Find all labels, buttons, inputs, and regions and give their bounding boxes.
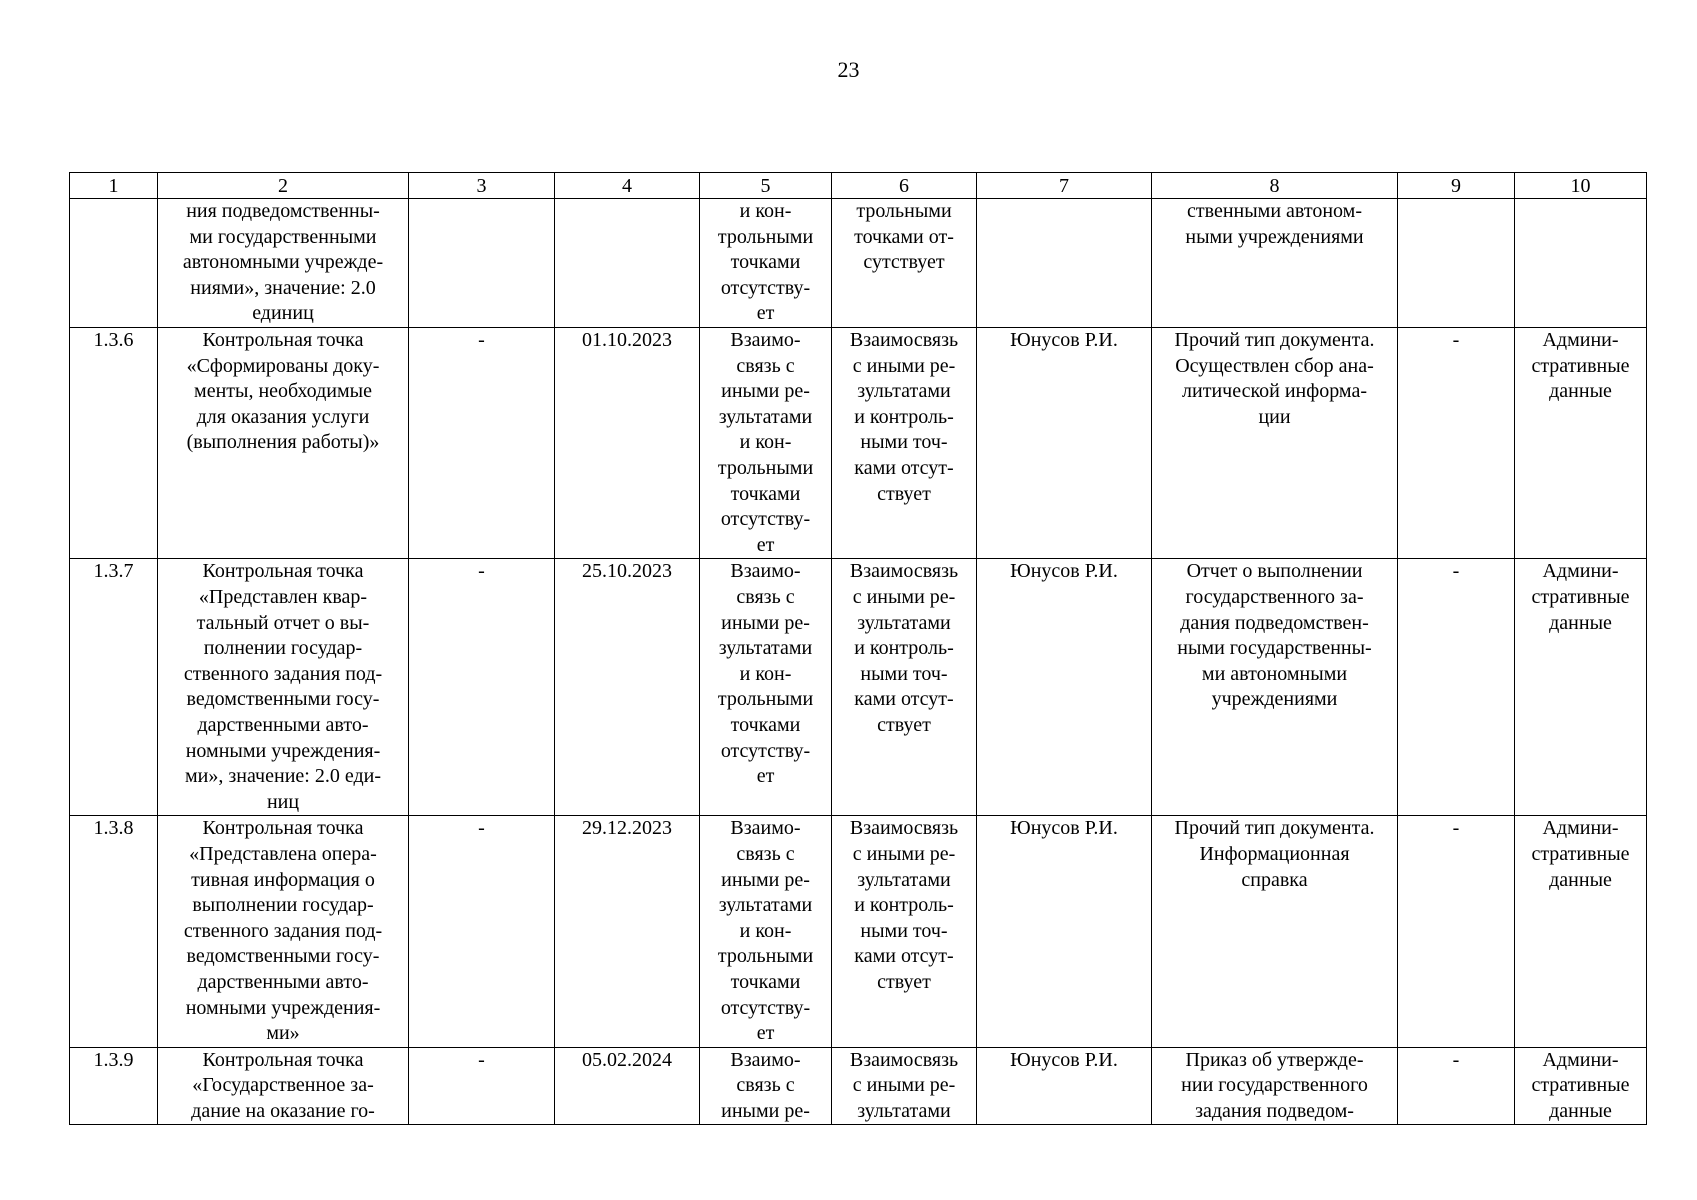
header-cell: 1 [70,173,158,199]
table-row [70,328,1647,559]
end-date: 29.12.2023 [555,816,700,1047]
responsible [977,199,1152,328]
document-type: ственными автоном- ными учреждениями [1152,199,1398,328]
header-cell: 2 [158,173,409,199]
successors: трольными точками от- сутствует [832,199,977,328]
responsible: Юнусов Р.И. [977,816,1152,1047]
header-cell: 4 [555,173,700,199]
document-type: Прочий тип документа. Осуществлен сбор ана- литической информа- ции [1152,328,1398,559]
plan-table [69,172,1647,1125]
information-system [1515,199,1647,328]
start-date: - [409,1047,555,1125]
document-type: Прочий тип документа. Информационная справка [1152,816,1398,1047]
page-number: 23 [837,57,860,82]
table-row [70,1047,1647,1125]
header-cell: 3 [409,173,555,199]
header-row [70,173,1647,199]
information-system: Админи- стративные данные [1515,328,1647,559]
item-number: 1.3.8 [70,816,158,1047]
start-date: - [409,816,555,1047]
responsible: Юнусов Р.И. [977,559,1152,816]
end-date: 25.10.2023 [555,559,700,816]
predecessors: Взаимо- связь с иными ре- зультатами и кон- трольными точками отсутству- ет [700,559,832,816]
item-number: 1.3.7 [70,559,158,816]
table-row [70,816,1647,1047]
item-number [70,199,158,328]
header-cell: 10 [1515,173,1647,199]
header-cell: 9 [1398,173,1515,199]
information-system: Админи- стративные данные [1515,816,1647,1047]
header-cell: 6 [832,173,977,199]
table-row [70,559,1647,816]
predecessors: Взаимо- связь с иными ре- зультатами и кон- трольными точками отсутству- ет [700,816,832,1047]
column-9-value: - [1398,1047,1515,1125]
information-system: Админи- стративные данные [1515,559,1647,816]
item-number: 1.3.6 [70,328,158,559]
item-description: ния подведомственны- ми государственными автономными учрежде- ниями», значение: 2.0 единиц [158,199,409,328]
successors: Взаимосвязь с иными ре- зультатами [832,1047,977,1125]
table-row [70,199,1647,328]
successors: Взаимосвязь с иными ре- зультатами и контроль- ными точ- ками отсут- ствует [832,328,977,559]
item-description: Контрольная точка «Государственное за- дание на оказание го- [158,1047,409,1125]
document-type: Отчет о выполнении государственного за- дания подведомствен- ными государственны- ми автономными учреждениями [1152,559,1398,816]
responsible: Юнусов Р.И. [977,328,1152,559]
column-9-value: - [1398,328,1515,559]
header-cell: 5 [700,173,832,199]
predecessors: и кон- трольными точками отсутству- ет [700,199,832,328]
item-description: Контрольная точка «Представлена опера- тивная информация о выполнении государ- ственного задания под- ведомственными госу- дарственными авто- номными учреждения- ми» [158,816,409,1047]
predecessors: Взаимо- связь с иными ре- зультатами и кон- трольными точками отсутству- ет [700,328,832,559]
successors: Взаимосвязь с иными ре- зультатами и контроль- ными точ- ками отсут- ствует [832,816,977,1047]
column-9-value [1398,199,1515,328]
end-date: 01.10.2023 [555,328,700,559]
responsible: Юнусов Р.И. [977,1047,1152,1125]
successors: Взаимосвязь с иными ре- зультатами и контроль- ными точ- ками отсут- ствует [832,559,977,816]
column-9-value: - [1398,559,1515,816]
column-9-value: - [1398,816,1515,1047]
item-description: Контрольная точка «Представлен квар- тальный отчет о вы- полнении государ- ственного задания под- ведомственными госу- дарственными авто- номными учреждения- ми», значение: 2.0 еди- ниц [158,559,409,816]
end-date: 05.02.2024 [555,1047,700,1125]
document-type: Приказ об утвержде- нии государственного задания подведом- [1152,1047,1398,1125]
header-cell: 8 [1152,173,1398,199]
start-date: - [409,559,555,816]
start-date: - [409,328,555,559]
start-date [409,199,555,328]
item-description: Контрольная точка «Сформированы доку- менты, необходимые для оказания услуги (выполнения работы)» [158,328,409,559]
predecessors: Взаимо- связь с иными ре- [700,1047,832,1125]
header-cell: 7 [977,173,1152,199]
information-system: Админи- стративные данные [1515,1047,1647,1125]
end-date [555,199,700,328]
item-number: 1.3.9 [70,1047,158,1125]
